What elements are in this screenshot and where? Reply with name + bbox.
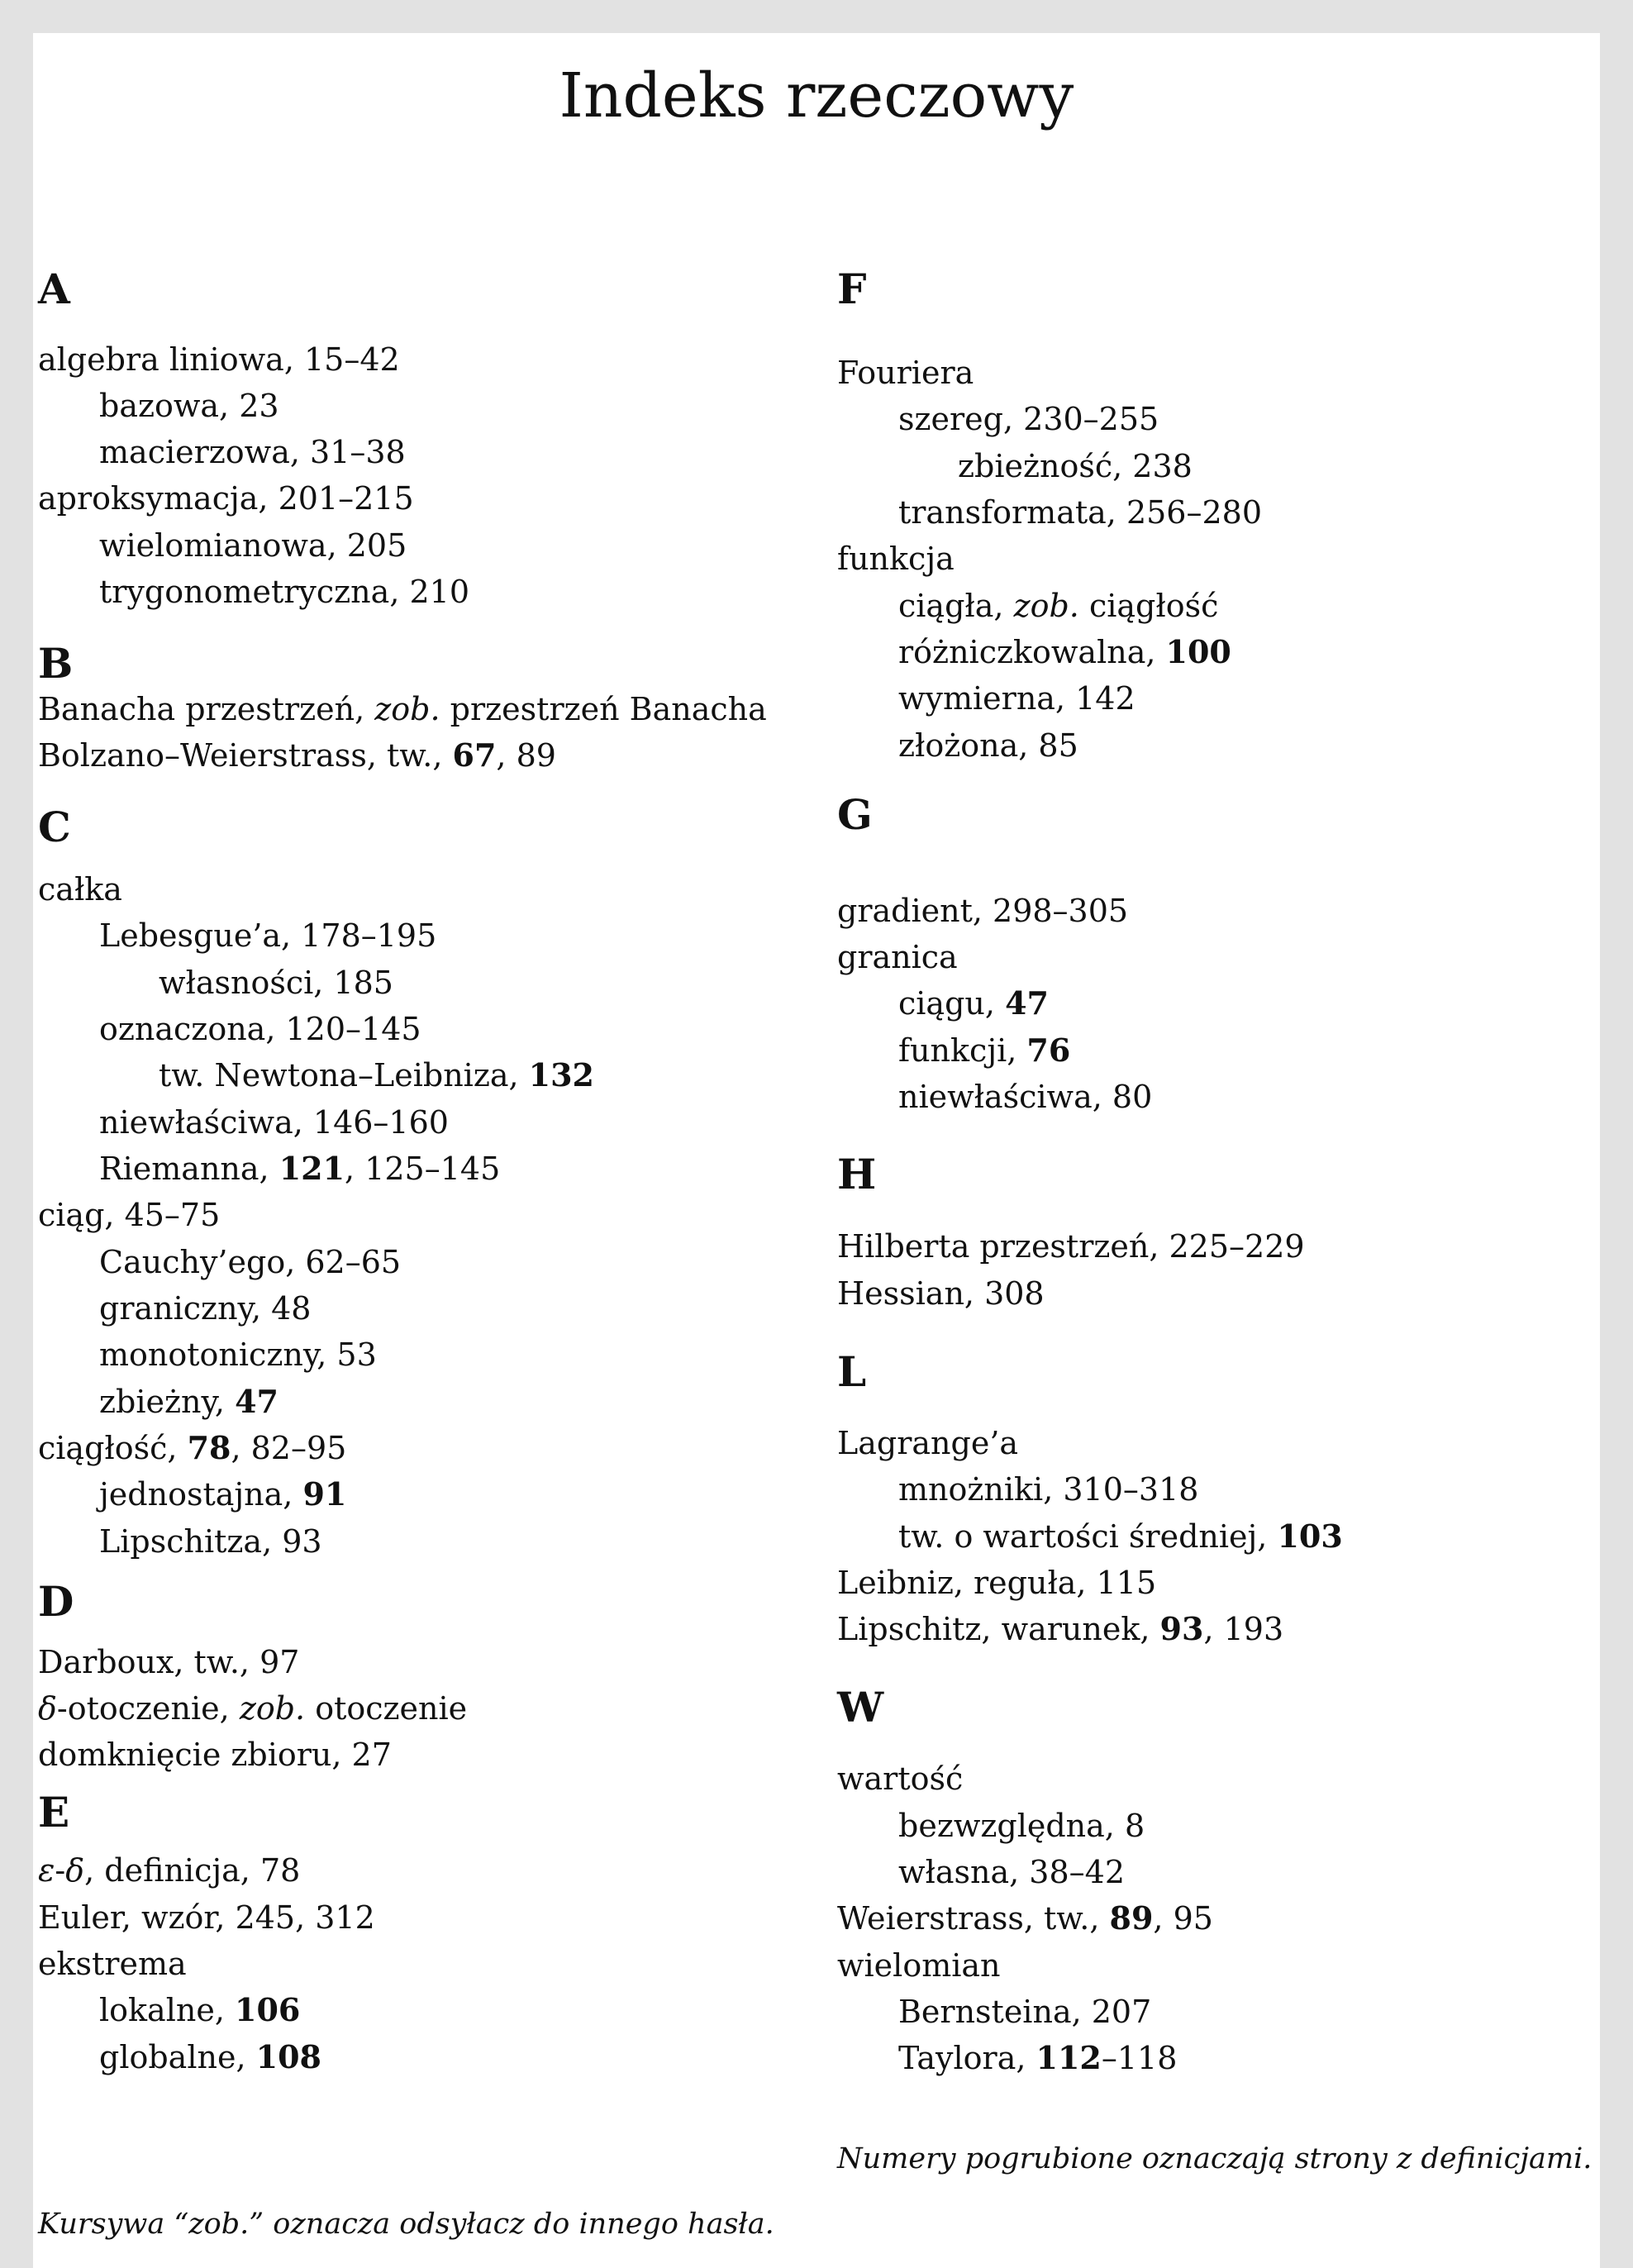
epsilon-symbol: ε xyxy=(38,1852,55,1889)
subentry-ciagu: ciągu, 47 xyxy=(898,984,1049,1022)
definition-page: 76 xyxy=(1026,1032,1071,1069)
entry-lagrange: Lagrange’a xyxy=(837,1425,1019,1461)
entry-delta-otoczenie: δ-otoczenie, zob. otoczenie xyxy=(38,1690,468,1727)
see-also-marker: zob. xyxy=(374,691,440,727)
entry-granica: granica xyxy=(837,939,958,975)
entry-epsilon-delta: ε-δ, definicja, 78 xyxy=(38,1852,301,1889)
subentry-bezwzgledna: bezwzględna, 8 xyxy=(898,1808,1145,1844)
subsubentry-zbieznosc: zbieżność, 238 xyxy=(958,448,1193,484)
entry-ciag: ciąg, 45–75 xyxy=(38,1197,221,1233)
subentry-niewlasciwa: niewłaściwa, 80 xyxy=(898,1079,1153,1115)
entry-hilberta-przestrzen: Hilberta przestrzeń, 225–229 xyxy=(837,1228,1305,1265)
section-letter-a: A xyxy=(38,264,70,313)
entry-domkniecie: domknięcie zbioru, 27 xyxy=(38,1737,392,1773)
entry-funkcja: funkcja xyxy=(837,541,955,577)
entry-bolzano-weierstrass: Bolzano–Weierstrass, tw., 67, 89 xyxy=(38,736,556,774)
subentry-niewlasciwa: niewłaściwa, 146–160 xyxy=(99,1104,449,1141)
subentry-wymierna: wymierna, 142 xyxy=(898,680,1135,717)
subentry-oznaczona: oznaczona, 120–145 xyxy=(99,1011,421,1047)
definition-page: 93 xyxy=(1159,1610,1204,1647)
subentry-lipschitza: Lipschitza, 93 xyxy=(99,1523,322,1560)
subsubentry-newton-leibniz: tw. Newtona–Leibniza, 132 xyxy=(159,1056,594,1094)
entry-calka: całka xyxy=(38,871,122,908)
entry-wartosc: wartość xyxy=(837,1761,964,1797)
see-also-marker: zob. xyxy=(239,1690,306,1727)
entry-leibniz: Leibniz, reguła, 115 xyxy=(837,1565,1157,1601)
entry-darboux: Darboux, tw., 97 xyxy=(38,1644,300,1680)
subentry-funkcji: funkcji, 76 xyxy=(898,1032,1071,1069)
subentry-ciagla: ciągła, zob. ciągłość xyxy=(898,588,1219,624)
page-title: Indeks rzeczowy xyxy=(559,60,1074,131)
index-page xyxy=(33,33,1600,2268)
entry-aproksymacja: aproksymacja, 201–215 xyxy=(38,480,414,517)
entry-ekstrema: ekstrema xyxy=(38,1946,187,1982)
entry-lipschitz: Lipschitz, warunek, 93, 193 xyxy=(837,1610,1284,1647)
subentry-graniczny: graniczny, 48 xyxy=(99,1290,312,1327)
section-letter-c: C xyxy=(38,803,71,851)
subentry-globalne: globalne, 108 xyxy=(99,2038,321,2075)
subsubentry-wlasnosci: własności, 185 xyxy=(159,965,393,1001)
entry-fouriera: Fouriera xyxy=(837,355,974,391)
definition-page: 91 xyxy=(302,1475,347,1513)
section-letter-l: L xyxy=(837,1347,867,1396)
subentry-trygonometryczna: trygonometryczna, 210 xyxy=(99,574,470,610)
definition-page: 78 xyxy=(187,1429,231,1466)
definition-page: 132 xyxy=(528,1056,594,1094)
subentry-bernsteina: Bernsteina, 207 xyxy=(898,1994,1152,2030)
definition-page: 112 xyxy=(1036,2039,1102,2076)
entry-ciaglosc: ciągłość, 78, 82–95 xyxy=(38,1429,347,1466)
subentry-jednostajna: jednostajna, 91 xyxy=(99,1475,347,1513)
section-letter-e: E xyxy=(38,1788,70,1837)
subentry-bazowa: bazowa, 23 xyxy=(99,388,279,424)
subentry-lebesgue: Lebesgue’a, 178–195 xyxy=(99,917,437,954)
definition-page: 106 xyxy=(235,1991,301,2028)
definition-page: 47 xyxy=(235,1383,279,1420)
section-letter-f: F xyxy=(837,264,867,313)
subentry-macierzowa: macierzowa, 31–38 xyxy=(99,434,406,470)
entry-algebra-liniowa: algebra liniowa, 15–42 xyxy=(38,341,400,378)
definition-page: 100 xyxy=(1165,633,1231,670)
subentry-riemanna: Riemanna, 121, 125–145 xyxy=(99,1150,501,1187)
definition-page: 67 xyxy=(452,736,497,774)
definition-page: 108 xyxy=(255,2038,321,2075)
section-letter-b: B xyxy=(38,639,74,688)
italic-zob-note: Kursywa “zob.” oznacza odsyłacz do innego hasła. xyxy=(38,2208,774,2241)
entry-banacha-przestrzen: Banacha przestrzeń, zob. przestrzeń Banacha xyxy=(38,691,767,727)
subentry-zbiezny: zbieżny, 47 xyxy=(99,1383,279,1420)
entry-wielomian: wielomian xyxy=(837,1947,1001,1984)
entry-euler: Euler, wzór, 245, 312 xyxy=(38,1899,375,1936)
section-letter-h: H xyxy=(837,1150,877,1198)
subentry-lokalne: lokalne, 106 xyxy=(99,1991,301,2028)
section-letter-d: D xyxy=(38,1577,74,1626)
subentry-rozniczkowalna: różniczkowalna, 100 xyxy=(898,633,1231,670)
bold-numbers-note: Numery pogrubione oznaczają strony z definicjami. xyxy=(837,2142,1593,2175)
subentry-wlasna: własna, 38–42 xyxy=(898,1854,1125,1890)
subentry-wielomianowa: wielomianowa, 205 xyxy=(99,527,407,564)
section-letter-g: G xyxy=(837,790,873,839)
delta-symbol: δ xyxy=(38,1690,57,1727)
section-letter-w: W xyxy=(837,1683,884,1732)
subentry-zlozona: złożona, 85 xyxy=(898,727,1078,764)
definition-page: 47 xyxy=(1005,984,1049,1022)
subentry-szereg: szereg, 230–255 xyxy=(898,401,1159,437)
definition-page: 89 xyxy=(1109,1899,1154,1937)
subentry-monotoniczny: monotoniczny, 53 xyxy=(99,1336,377,1373)
entry-hessian: Hessian, 308 xyxy=(837,1275,1045,1312)
subentry-mnozniki: mnożniki, 310–318 xyxy=(898,1471,1199,1508)
delta-symbol: δ xyxy=(65,1852,85,1889)
definition-page: 121 xyxy=(279,1150,345,1187)
subentry-transformata: transformata, 256–280 xyxy=(898,494,1263,531)
definition-page: 103 xyxy=(1277,1518,1343,1555)
subentry-taylora: Taylora, 112–118 xyxy=(898,2039,1178,2076)
subentry-cauchy: Cauchy’ego, 62–65 xyxy=(99,1244,402,1280)
entry-weierstrass: Weierstrass, tw., 89, 95 xyxy=(837,1899,1213,1937)
entry-gradient: gradient, 298–305 xyxy=(837,893,1129,929)
see-also-marker: zob. xyxy=(1013,588,1079,624)
subentry-tw-o-wartosci-sredniej: tw. o wartości średniej, 103 xyxy=(898,1518,1343,1555)
